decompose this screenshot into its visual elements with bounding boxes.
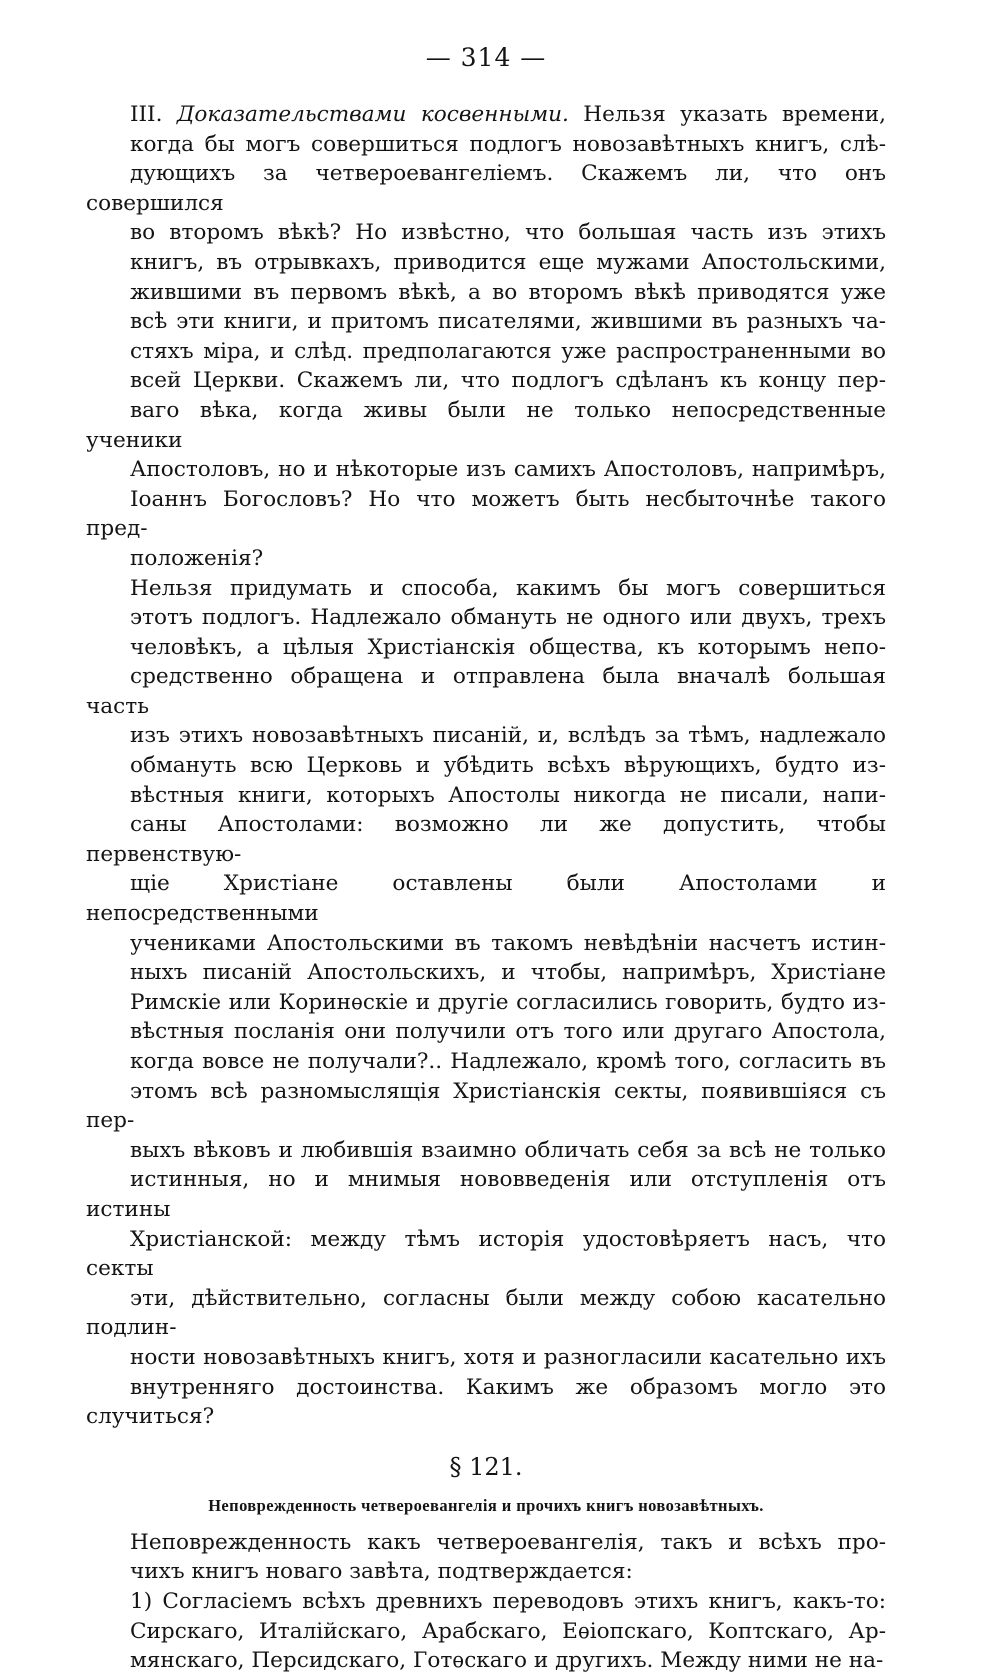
- text-line: внутренняго достоинства. Какимъ же образомъ могло это случиться?: [86, 1374, 886, 1430]
- text-line: вѣстныя посланія они получили отъ того или другаго Апостола,: [130, 1019, 886, 1045]
- text-line: человѣкъ, а цѣлыя Христіанскія общества, къ которымъ непо-: [130, 634, 886, 660]
- text-line: положенія?: [130, 545, 264, 571]
- text-line: ваго вѣка, когда живы были не только непосредственные ученики: [86, 397, 886, 453]
- text-line: средственно обращена и отправлена была вначалѣ большая часть: [86, 664, 886, 719]
- paragraph-integrity-intro: [86, 1528, 886, 1587]
- text-line: чихъ книгъ новаго завѣта, подтверждается:: [130, 1559, 633, 1585]
- section-number: § 121.: [449, 1452, 523, 1481]
- paragraph-ancient-translations: [86, 1587, 886, 1676]
- text-line: учениками Апостольскими въ такомъ невѣдѣніи насчетъ истин-: [130, 930, 886, 956]
- text-line-fragment: Нельзя указать времени,: [583, 102, 886, 127]
- text-line: во второмъ вѣкѣ? Но извѣстно, что большая часть изъ этихъ: [130, 220, 886, 246]
- text-line: мянскаго, Персидскаго, Готѳскаго и другихъ. Между ними не на-: [130, 1648, 884, 1674]
- text-line: Апостоловъ, но и нѣкоторые изъ самихъ Апостоловъ, напримѣръ,: [130, 457, 886, 483]
- text-line: Неповрежденность какъ четвероевангелія, такъ и всѣхъ про-: [130, 1529, 886, 1555]
- text-line: Іоаннъ Богословъ? Но что можетъ быть несбыточнѣе такого пред-: [86, 486, 886, 542]
- text-line: эти, дѣйствительно, согласны были между собою касательно подлин-: [86, 1285, 886, 1341]
- text-line: всѣ эти книги, и притомъ писателями, жившими въ разныхъ ча-: [130, 309, 886, 335]
- section-heading: Неповрежденность четвероевангелія и прочихъ книгъ новозавѣтныхъ.: [208, 1495, 764, 1515]
- text-line: стяхъ міра, и слѣд. предполагаются уже распространенными во: [130, 338, 886, 364]
- text-line: жившими въ первомъ вѣкѣ, а во второмъ вѣкѣ приводятся уже: [130, 279, 886, 305]
- text-line: [86, 100, 886, 130]
- text-line: этомъ всѣ разномыслящія Христіанскія секты, появившіяся съ пер-: [86, 1078, 886, 1134]
- text-line: всей Церкви. Скажемъ ли, что подлогъ сдѣланъ къ концу пер-: [130, 368, 886, 394]
- paragraph-label: III.: [130, 102, 163, 127]
- text-line: Римскіе или Коринѳскіе и другіе согласились говорить, будто из-: [130, 989, 886, 1015]
- paragraph-indirect-proofs: [86, 100, 886, 574]
- text-line: вѣстныя книги, которыхъ Апостолы никогда не писали, напи-: [130, 782, 886, 808]
- text-line: ности новозавѣтныхъ книгъ, хотя и разногласили касательно ихъ: [130, 1344, 886, 1370]
- text-line: выхъ вѣковъ и любившія взаимно обличать себя за всѣ не только: [130, 1137, 886, 1163]
- text-line: Нельзя придумать и способа, какимъ бы могъ совершиться: [130, 575, 886, 601]
- text-line: дующихъ за четвероевангеліемъ. Скажемъ ли, что онъ совершился: [86, 161, 886, 216]
- text-line: щіе Христіане оставлены были Апостолами и непосредственными: [86, 871, 886, 927]
- book-page: [86, 38, 886, 1676]
- text-line: Сирскаго, Италійскаго, Арабскаго, Еѳіопскаго, Коптскаго, Ар-: [130, 1618, 886, 1644]
- text-line: изъ этихъ новозавѣтныхъ писаній, и, вслѣдъ за тѣмъ, надлежало: [130, 723, 886, 749]
- text-line: ныхъ писаній Апостольскихъ, и чтобы, напримѣръ, Христіане: [130, 960, 886, 986]
- text-line: истинныя, но и мнимыя нововведенія или отступленія отъ истины: [86, 1167, 886, 1222]
- page-number: — 314 —: [425, 43, 547, 72]
- text-line: Христіанской: между тѣмъ исторія удостовѣряетъ насъ, что секты: [86, 1226, 886, 1282]
- text-line: когда бы могъ совершиться подлогъ новозавѣтныхъ книгъ, слѣ-: [130, 131, 886, 157]
- text-line: когда вовсе не получали?.. Надлежало, кромѣ того, согласить въ: [130, 1049, 886, 1074]
- paragraph-impossible-method: [86, 574, 886, 1432]
- text-line: саны Апостолами: возможно ли же допустить, чтобы первенствую-: [86, 812, 886, 867]
- text-line: обмануть всю Церковь и убѣдить всѣхъ вѣрующихъ, будто из-: [130, 753, 886, 779]
- text-line: книгъ, въ отрывкахъ, приводится еще мужами Апостольскими,: [130, 249, 886, 275]
- text-line: 1) Согласіемъ всѣхъ древнихъ переводовъ этихъ книгъ, какъ-то:: [130, 1588, 886, 1614]
- italic-heading: Доказательствами косвенными.: [176, 102, 569, 127]
- text-line: этотъ подлогъ. Надлежало обмануть не одного или двухъ, трехъ: [130, 605, 886, 631]
